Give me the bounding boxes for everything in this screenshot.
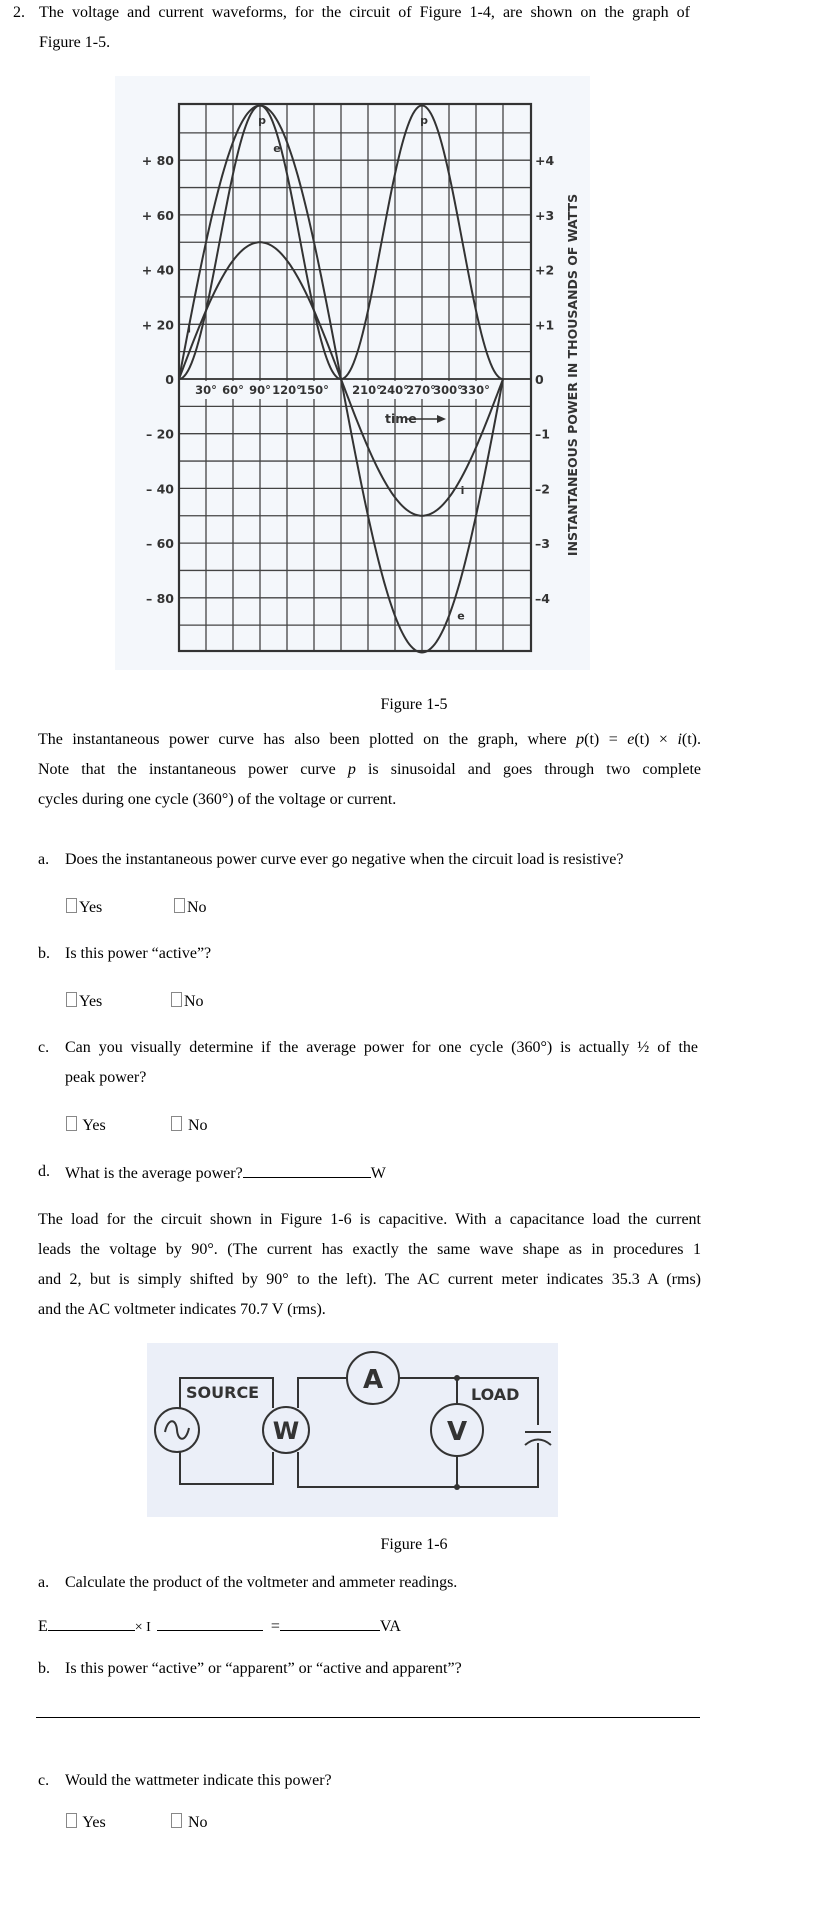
x-tick-label: 330° (460, 383, 490, 397)
question-number: 2. (13, 4, 25, 21)
checkbox-icon[interactable] (66, 1813, 77, 1828)
curve-label-i: i (460, 483, 465, 497)
left-axis-tick-label: 0 (165, 372, 174, 387)
x-tick-label: 90° (249, 383, 271, 397)
right-axis-tick-label: +2 (535, 262, 555, 278)
right-axis-tick-label: –3 (535, 536, 550, 552)
question-c-line-2: peak power? (65, 1069, 147, 1086)
source-wire-bottom (180, 1452, 273, 1484)
question-d-letter: d. (38, 1163, 50, 1180)
times-current-label: × I (134, 1620, 151, 1635)
power-line-3: cycles during one cycle (360°) of the voltage or current. (38, 791, 397, 808)
voltmeter-label: V (446, 1417, 468, 1447)
question-d-text: What is the average power? W (65, 1165, 386, 1182)
load-wire-top (298, 1378, 347, 1408)
load-wire-bottom (298, 1443, 538, 1487)
question-a-letter: a. (38, 851, 50, 868)
part2-a-letter: a. (38, 1574, 50, 1591)
no-label: No (187, 899, 207, 916)
question-a-text: Does the instantaneous power curve ever go negative when the circuit load is resistive? (65, 851, 624, 868)
left-axis-tick-label: + 40 (141, 262, 174, 278)
right-axis-tick-label: +1 (535, 317, 555, 333)
part2-b-letter: b. (38, 1660, 50, 1677)
left-axis-tick-label: + 60 (141, 207, 174, 223)
figure-1-6-caption: Figure 1-6 (380, 1536, 448, 1553)
x-tick-label: 210° (352, 383, 382, 397)
x-tick-label: 120° (272, 383, 302, 397)
curve-label-e: e (457, 609, 465, 623)
left-axis-tick-label: – 80 (146, 590, 174, 606)
part2-c-yes-checkbox[interactable] (66, 1813, 106, 1832)
left-axis-tick-label: – 20 (146, 426, 174, 442)
x-tick-label: 60° (222, 383, 244, 397)
right-axis-tick-label: +4 (535, 153, 555, 169)
time-axis-label: time (385, 411, 417, 426)
product-blank[interactable] (280, 1616, 380, 1631)
yes-label: Yes (82, 1117, 106, 1134)
product-formula (38, 1616, 401, 1636)
x-tick-label: 240° (379, 383, 409, 397)
wattmeter-label: W (272, 1417, 300, 1445)
left-axis-tick-label: + 20 (141, 317, 174, 333)
x-tick-label: 30° (195, 383, 217, 397)
ammeter-icon (347, 1352, 399, 1404)
capacitive-line-3: and 2, but is simply shifted by 90° to the left). The AC current meter indicates 35.3 A (rms) (38, 1271, 701, 1288)
voltage-label: E (38, 1618, 48, 1635)
question-intro-line-2: Figure 1-5. (39, 34, 111, 51)
power-line-2: Note that the instantaneous power curve p is sinusoidal and goes through two complete (38, 761, 702, 778)
yes-label: Yes (82, 1814, 106, 1831)
x-tick-label: 270° (406, 383, 436, 397)
va-unit: VA (379, 1618, 401, 1635)
junction-dot-bottom (454, 1484, 460, 1490)
x-tick-label: 300° (433, 383, 463, 397)
question-intro-line-1: The voltage and current waveforms, for the circuit of Figure 1-4, are shown on the graph of (39, 4, 690, 21)
curve-label-e: e (273, 142, 281, 155)
part2-c-no-checkbox[interactable] (171, 1813, 208, 1832)
question-c-letter: c. (38, 1039, 50, 1056)
curve-label-i: i (187, 322, 192, 336)
capacitive-line-4: and the AC voltmeter indicates 70.7 V (rms). (38, 1301, 326, 1318)
curve-label-p: p (420, 114, 428, 127)
part2-a-text: Calculate the product of the voltmeter and ammeter readings. (65, 1574, 458, 1591)
right-axis-tick-label: 0 (535, 372, 544, 387)
right-axis-tick-label: –4 (535, 590, 550, 606)
capacitive-line-1: The load for the circuit shown in Figure 1-6 is capacitive. With a capacitance load the current (38, 1211, 701, 1228)
left-axis-tick-label: + 80 (141, 153, 174, 169)
equals-sign: = (270, 1618, 280, 1635)
watt-unit: W (370, 1165, 386, 1182)
part2-c-letter: c. (38, 1772, 50, 1789)
yes-label: Yes (79, 899, 103, 916)
voltage-blank[interactable] (48, 1616, 135, 1631)
ammeter-label: A (362, 1365, 384, 1395)
capacitive-line-2: leads the voltage by 90°. (The current has exactly the same wave shape as in procedures 1 (38, 1241, 701, 1258)
right-axis-label: INSTANTANEOUS POWER IN THOUSANDS OF WATTS (565, 193, 580, 557)
wattmeter-icon (263, 1407, 309, 1453)
part2-b-answer-line[interactable] (36, 1717, 700, 1718)
junction-dot-top (454, 1375, 460, 1381)
question-b-text: Is this power “active”? (65, 945, 212, 962)
left-axis-tick-label: – 60 (146, 536, 174, 552)
x-tick-label: 150° (299, 383, 329, 397)
figure-1-5-caption: Figure 1-5 (380, 696, 448, 713)
right-axis-tick-label: +3 (535, 207, 555, 223)
question-b-letter: b. (38, 945, 50, 962)
current-blank[interactable] (157, 1616, 263, 1631)
power-line-1: The instantaneous power curve has also been plotted on the graph, where p(t) = e(t) × i(t). (38, 731, 702, 748)
right-axis-tick-label: –1 (535, 426, 550, 442)
load-label: LOAD (471, 1385, 520, 1404)
part2-b-text: Is this power “active” or “apparent” or “active and apparent”? (65, 1660, 462, 1677)
right-axis-tick-label: –2 (535, 481, 550, 497)
yes-label: Yes (79, 993, 103, 1010)
checkbox-icon[interactable] (171, 1813, 182, 1828)
curve-label-p: p (258, 114, 266, 127)
no-label: No (188, 1117, 208, 1134)
left-axis-tick-label: – 40 (146, 481, 174, 497)
no-label: No (188, 1814, 208, 1831)
ac-source-icon (155, 1408, 199, 1452)
question-c-line-1: Can you visually determine if the average power for one cycle (360°) is actually ½ of the (65, 1039, 698, 1056)
no-label: No (184, 993, 204, 1010)
source-label: SOURCE (186, 1383, 260, 1402)
voltmeter-icon (431, 1404, 483, 1456)
part2-c-text: Would the wattmeter indicate this power? (65, 1772, 332, 1789)
